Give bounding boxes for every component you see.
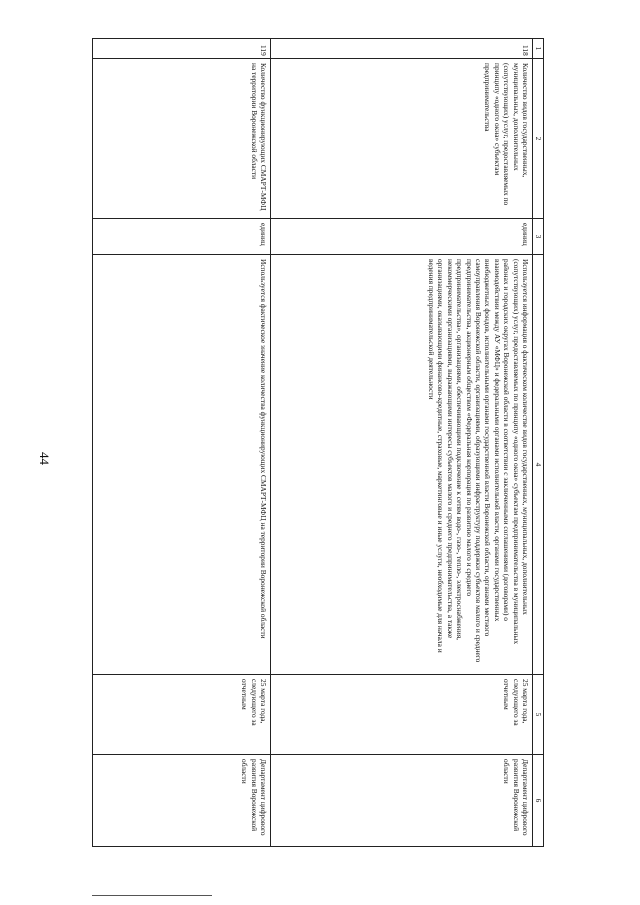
unit-cell: единиц [271, 219, 533, 255]
footer-divider [92, 895, 212, 896]
header-cell-5: 5 [533, 675, 544, 755]
header-cell-2: 2 [533, 59, 544, 219]
row-number: 118 [271, 39, 533, 59]
table-row [93, 39, 271, 847]
deadline-cell: 25 марта года, следующего за отчетным [93, 675, 271, 755]
indicator-table [92, 38, 544, 847]
header-row [533, 39, 544, 847]
header-cell-1: 1 [533, 39, 544, 59]
page-number: 44 [37, 452, 52, 465]
table-row [271, 39, 533, 847]
header-cell-6: 6 [533, 755, 544, 847]
indicator-name: Количество видов государственных, муниципальных, дополнительных (сопутствующих) услуг, предоставляемых по принципу «одного окна» субъектам предпринимательства [271, 59, 533, 219]
header-cell-4: 4 [533, 255, 544, 675]
header-cell-3: 3 [533, 219, 544, 255]
method-cell: Используется информация о фактическом количестве видов государственных, муниципальных, дополнительных (сопутствующих) услуг, предоставляемых по принципу «одного окна» субъектам предпринимательства в муниципальных районах и городских округах Воронежской области в соответствии с заключенными соглашениями (договорами) о взаимодействии между АУ «МФЦ» и федеральными органами исполнительной власти, органами государственных внебюджетных фондов, исполнительными органами государственной власти Воронежской области, органами местного самоуправления Воронежской области, организациями, образующими инфраструктуру поддержки субъектов малого и среднего предпринимательства, акционерным обществом «Федеральная корпорация по развитию малого и среднего предпринимательства», организациями, обеспечивающими подключение к сетям водо-, газо-, тепло-, электроснабжения, некоммерческими организациями, выражающими интересы субъектов малого и среднего предпринимательства, а также организациями, оказывающими финансово-кредитные, страховые, маркетинговые и иные услуги, необходимые для начала и ведения предпринимательской деятельности [271, 255, 533, 675]
responsible-cell: Департамент цифрового развития Воронежской области [93, 755, 271, 847]
responsible-cell: Департамент цифрового развития Воронежской области [271, 755, 533, 847]
unit-cell: единиц [93, 219, 271, 255]
row-number: 119 [93, 39, 271, 59]
rotated-table-sheet [92, 38, 544, 846]
deadline-cell: 25 марта года, следующего за отчетным [271, 675, 533, 755]
indicator-name: Количество функционирующих СМАРТ-МФЦ на территории Воронежской области [93, 59, 271, 219]
method-cell: Используется фактическое значение количества функционирующих СМАРТ-МФЦ на территории Воронежской области [93, 255, 271, 675]
